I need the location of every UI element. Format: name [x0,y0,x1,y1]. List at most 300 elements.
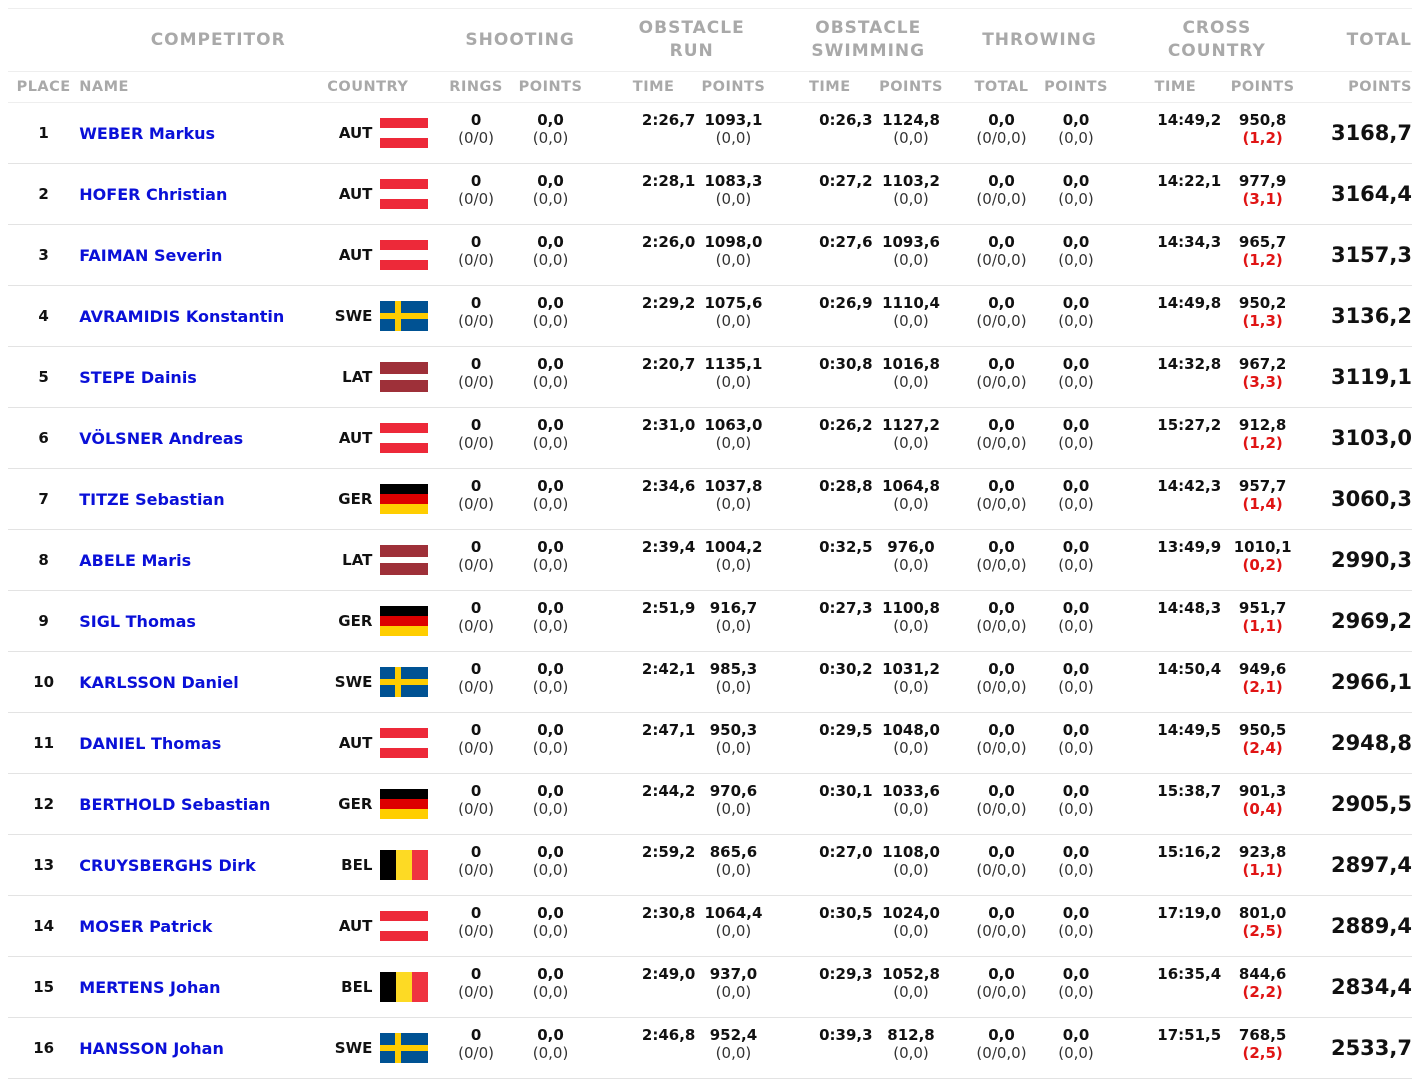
cc-points-value: 950,8 [1238,111,1287,129]
run-time-value: 2:31,0 [641,416,696,434]
country-code: AUT [338,246,373,264]
total-points-value: 3157,3 [1330,243,1412,267]
place-value: 15 [33,978,55,996]
swim-points-detail: (0,0) [893,800,929,818]
cc-penalty: (0,2) [1242,556,1283,574]
throw-points-value: 0,0 [1062,782,1090,800]
throw-points-value: 0,0 [1062,904,1090,922]
throw-points-detail: (0,0) [1058,678,1094,696]
run-points-cell [695,164,771,225]
cc-points-value: 923,8 [1238,843,1287,861]
cc-time-value: 15:16,2 [1157,843,1222,861]
run-points-cell [695,469,771,530]
cc-penalty: (2,1) [1242,678,1283,696]
name-cell [79,896,306,957]
shooting-points-value: 0,0 [537,721,564,739]
swim-points-cell [873,835,950,896]
throw-total-detail: (0/0,0) [976,739,1027,757]
throw-total-detail: (0/0,0) [976,983,1027,1001]
country-cell [306,408,429,469]
rings-detail: (0/0) [458,312,494,330]
shooting-points-detail: (0,0) [532,983,569,1001]
swim-time-value: 0:27,3 [819,599,873,617]
throw-points-cell [1038,469,1114,530]
country-code: AUT [338,917,373,935]
cc-time-cell [1130,408,1222,469]
swim-time-value: 0:26,9 [819,294,873,312]
swim-time-cell [787,835,872,896]
table-row [8,225,1412,286]
cc-time-cell [1130,713,1222,774]
run-time-cell [612,347,696,408]
run-time-value: 2:59,2 [641,843,696,861]
cc-penalty: (1,1) [1242,617,1283,635]
cc-points-cell [1221,896,1304,957]
throw-total-value: 0,0 [988,294,1015,312]
swim-time-value: 0:39,3 [819,1026,873,1044]
place-value: 13 [33,856,55,874]
shooting-points-cell [506,957,594,1018]
name-cell [79,713,306,774]
total-points-value: 3164,4 [1330,182,1412,206]
country-flag-icon [380,246,428,264]
place-cell [8,408,79,469]
throw-points-cell [1038,408,1114,469]
run-points-cell [695,408,771,469]
cc-points-value: 768,5 [1238,1026,1287,1044]
throw-points-detail: (0,0) [1058,129,1094,147]
place-value: 16 [33,1039,55,1057]
total-points-value: 3119,1 [1330,365,1412,389]
total-points-value: 2897,4 [1330,853,1412,877]
rings-value: 0 [470,660,482,678]
run-points-detail: (0,0) [715,190,752,208]
throw-points-cell [1038,713,1114,774]
header-competitor: COMPETITOR [8,8,428,71]
total-cell [1320,469,1412,530]
cc-time-value: 14:49,8 [1157,294,1222,312]
athlete-name-link[interactable]: HANSSON Johan [79,1038,224,1058]
name-cell [79,286,306,347]
throw-total-detail: (0/0,0) [976,312,1027,330]
col-country: COUNTRY [306,71,429,103]
country-cell [306,957,429,1018]
cc-time-value: 16:35,4 [1157,965,1222,983]
place-value: 7 [38,490,49,508]
run-points-cell [695,896,771,957]
swim-points-cell [873,347,950,408]
col-name: NAME [79,71,306,103]
cc-points-cell [1221,1018,1304,1079]
throw-total-cell [965,774,1038,835]
athlete-name-link[interactable]: AVRAMIDIS Konstantin [79,306,285,326]
cc-time-value: 15:38,7 [1157,782,1222,800]
shooting-points-cell [506,286,594,347]
throw-total-value: 0,0 [988,172,1015,190]
shooting-points-cell [506,225,594,286]
rings-value: 0 [470,782,482,800]
throw-total-value: 0,0 [988,416,1015,434]
table-row [8,957,1412,1018]
shooting-rings-cell [446,469,507,530]
shooting-points-detail: (0,0) [532,617,569,635]
throw-total-cell [965,103,1038,164]
swim-time-cell [787,1018,872,1079]
country-flag-icon [380,612,428,630]
run-points-detail: (0,0) [715,129,752,147]
total-cell [1320,835,1412,896]
run-points-cell [695,286,771,347]
run-points-detail: (0,0) [715,556,752,574]
swim-points-cell [873,774,950,835]
swim-points-cell [873,591,950,652]
shooting-rings-cell [446,652,507,713]
swim-points-value: 812,8 [887,1026,935,1044]
name-cell [79,591,306,652]
shooting-rings-cell [446,225,507,286]
throw-total-cell [965,591,1038,652]
run-points-cell [695,652,771,713]
athlete-name-link[interactable]: FAIMAN Severin [79,245,223,265]
run-time-value: 2:28,1 [641,172,696,190]
swim-time-value: 0:29,3 [819,965,873,983]
place-cell [8,774,79,835]
shooting-points-detail: (0,0) [532,922,569,940]
swim-time-cell [787,774,872,835]
swim-points-detail: (0,0) [893,556,929,574]
swim-points-value: 1048,0 [882,721,940,739]
shooting-points-cell [506,713,594,774]
swim-time-cell [787,103,872,164]
throw-points-cell [1038,225,1114,286]
shooting-rings-cell [446,774,507,835]
country-cell [306,713,429,774]
country-cell [306,896,429,957]
swim-points-detail: (0,0) [893,495,929,513]
cc-points-value: 965,7 [1238,233,1287,251]
shooting-rings-cell [446,713,507,774]
cc-time-value: 14:42,3 [1157,477,1222,495]
swim-time-value: 0:27,6 [819,233,873,251]
run-time-value: 2:47,1 [641,721,696,739]
throw-total-value: 0,0 [988,660,1015,678]
shooting-points-value: 0,0 [537,416,564,434]
run-time-value: 2:51,9 [641,599,696,617]
run-time-cell [612,164,696,225]
swim-points-cell [873,469,950,530]
swim-points-detail: (0,0) [893,861,929,879]
swim-points-detail: (0,0) [893,434,929,452]
swim-time-value: 0:27,2 [819,172,873,190]
throw-points-cell [1038,286,1114,347]
shooting-points-cell [506,164,594,225]
country-flag-icon [380,368,428,386]
country-code: GER [338,795,373,813]
athlete-name-link[interactable]: DANIEL Thomas [79,733,222,753]
country-code: AUT [338,124,373,142]
country-flag-icon [380,185,428,203]
col-run-time: TIME [612,71,696,103]
throw-points-cell [1038,103,1114,164]
run-time-value: 2:42,1 [641,660,696,678]
throw-points-value: 0,0 [1062,416,1090,434]
athlete-name-link[interactable]: TITZE Sebastian [79,489,225,509]
cc-penalty: (2,2) [1242,983,1283,1001]
run-time-cell [612,652,696,713]
swim-time-value: 0:26,2 [819,416,873,434]
throw-points-cell [1038,835,1114,896]
rings-detail: (0/0) [458,739,494,757]
swim-points-cell [873,530,950,591]
athlete-name-link[interactable]: KARLSSON Daniel [79,672,239,692]
throw-points-detail: (0,0) [1058,312,1094,330]
shooting-rings-cell [446,286,507,347]
run-points-detail: (0,0) [715,983,752,1001]
country-cell [306,1018,429,1079]
athlete-name-link[interactable]: HOFER Christian [79,184,228,204]
rings-value: 0 [470,538,482,556]
rings-value: 0 [470,355,482,373]
throw-total-detail: (0/0,0) [976,495,1027,513]
col-swim-time: TIME [787,71,872,103]
total-cell [1320,164,1412,225]
swim-time-cell [787,286,872,347]
rings-detail: (0/0) [458,434,494,452]
run-points-value: 865,6 [709,843,758,861]
col-throw-total: TOTAL [965,71,1038,103]
shooting-points-value: 0,0 [537,111,564,129]
athlete-name-link[interactable]: VÖLSNER Andreas [79,428,244,448]
col-place: PLACE [8,71,79,103]
run-time-value: 2:29,2 [641,294,696,312]
rings-value: 0 [470,1026,482,1044]
run-points-cell [695,591,771,652]
throw-total-cell [965,408,1038,469]
athlete-name-link[interactable]: BERTHOLD Sebastian [79,794,271,814]
total-points-value: 3060,3 [1330,487,1412,511]
throw-points-value: 0,0 [1062,477,1090,495]
throw-total-cell [965,835,1038,896]
shooting-points-detail: (0,0) [532,373,569,391]
throw-points-detail: (0,0) [1058,739,1094,757]
swim-points-value: 1100,8 [882,599,940,617]
place-value: 9 [38,612,49,630]
cc-points-cell [1221,103,1304,164]
throw-points-value: 0,0 [1062,172,1090,190]
cc-time-cell [1130,286,1222,347]
throw-total-value: 0,0 [988,355,1015,373]
throw-total-detail: (0/0,0) [976,556,1027,574]
total-cell [1320,957,1412,1018]
country-flag-icon [380,124,428,142]
swim-time-cell [787,347,872,408]
run-points-value: 952,4 [709,1026,758,1044]
table-row [8,835,1412,896]
country-code: SWE [334,1039,373,1057]
cc-penalty: (1,2) [1242,434,1283,452]
athlete-name-link[interactable]: CRUYSBERGHS Dirk [79,855,256,875]
throw-points-detail: (0,0) [1058,434,1094,452]
table-row [8,408,1412,469]
swim-points-cell [873,1018,950,1079]
cc-penalty: (3,1) [1242,190,1283,208]
cc-points-value: 957,7 [1238,477,1287,495]
swim-time-value: 0:30,8 [819,355,873,373]
run-points-value: 950,3 [709,721,758,739]
place-value: 5 [38,368,49,386]
throw-points-value: 0,0 [1062,843,1090,861]
throw-points-detail: (0,0) [1058,373,1094,391]
table-row [8,713,1412,774]
run-time-value: 2:30,8 [641,904,696,922]
cc-time-value: 13:49,9 [1157,538,1222,556]
athlete-name-link[interactable]: WEBER Markus [79,123,216,143]
throw-total-detail: (0/0,0) [976,800,1027,818]
cc-points-value: 951,7 [1238,599,1287,617]
athlete-name-link[interactable]: STEPE Dainis [79,367,197,387]
throw-total-detail: (0/0,0) [976,617,1027,635]
run-time-cell [612,1018,696,1079]
country-code: BEL [341,978,373,996]
run-time-cell [612,530,696,591]
col-rings: RINGS [446,71,507,103]
country-cell [306,103,429,164]
place-cell [8,835,79,896]
throw-points-detail: (0,0) [1058,983,1094,1001]
header-total: TOTAL [1320,8,1412,71]
throw-points-value: 0,0 [1062,599,1090,617]
place-cell [8,164,79,225]
country-flag-icon [380,795,428,813]
col-cc-points: POINTS [1221,71,1304,103]
country-code: GER [338,490,373,508]
cc-time-cell [1130,896,1222,957]
cc-points-cell [1221,713,1304,774]
shooting-rings-cell [446,957,507,1018]
run-points-value: 1083,3 [704,172,763,190]
cc-points-value: 844,6 [1238,965,1287,983]
athlete-name-link[interactable]: MERTENS Johan [79,977,221,997]
run-time-cell [612,957,696,1018]
table-row [8,164,1412,225]
cc-points-value: 949,6 [1238,660,1287,678]
shooting-points-cell [506,591,594,652]
name-cell [79,957,306,1018]
cc-penalty: (2,4) [1242,739,1283,757]
throw-points-cell [1038,957,1114,1018]
rings-value: 0 [470,111,482,129]
run-points-value: 916,7 [709,599,758,617]
run-time-value: 2:46,8 [641,1026,696,1044]
run-points-detail: (0,0) [715,434,752,452]
swim-points-cell [873,957,950,1018]
throw-total-value: 0,0 [988,599,1015,617]
swim-points-value: 1127,2 [882,416,940,434]
header-shooting: SHOOTING [446,8,595,71]
throw-total-cell [965,957,1038,1018]
swim-time-cell [787,896,872,957]
throw-points-cell [1038,774,1114,835]
cc-points-value: 950,5 [1238,721,1287,739]
total-cell [1320,591,1412,652]
throw-points-value: 0,0 [1062,233,1090,251]
cc-points-cell [1221,774,1304,835]
rings-detail: (0/0) [458,129,494,147]
name-cell [79,1018,306,1079]
run-points-value: 1063,0 [704,416,763,434]
shooting-points-value: 0,0 [537,538,564,556]
run-points-detail: (0,0) [715,922,752,940]
total-points-value: 3168,7 [1330,121,1412,145]
throw-total-value: 0,0 [988,111,1015,129]
swim-time-value: 0:29,5 [819,721,873,739]
shooting-points-detail: (0,0) [532,495,569,513]
run-points-value: 1093,1 [704,111,763,129]
rings-detail: (0/0) [458,1044,494,1062]
run-points-cell [695,225,771,286]
run-points-value: 985,3 [709,660,758,678]
swim-points-cell [873,896,950,957]
athlete-name-link[interactable]: SIGL Thomas [79,611,196,631]
shooting-points-value: 0,0 [537,233,564,251]
run-points-value: 970,6 [709,782,758,800]
header-throwing: THROWING [965,8,1114,71]
run-time-value: 2:49,0 [641,965,696,983]
total-points-value: 2969,2 [1330,609,1412,633]
throw-total-value: 0,0 [988,782,1015,800]
run-points-cell [695,347,771,408]
throw-points-value: 0,0 [1062,721,1090,739]
rings-value: 0 [470,904,482,922]
throw-points-value: 0,0 [1062,965,1090,983]
header-obstacle-swimming-label: OBSTACLE SWIMMING [811,18,926,61]
swim-points-cell [873,408,950,469]
shooting-points-value: 0,0 [537,660,564,678]
table-row [8,1018,1412,1079]
athlete-name-link[interactable]: ABELE Maris [79,550,192,570]
throw-total-cell [965,164,1038,225]
country-cell [306,774,429,835]
place-value: 4 [38,307,49,325]
throw-total-cell [965,225,1038,286]
shooting-rings-cell [446,591,507,652]
col-swim-points: POINTS [873,71,950,103]
swim-points-value: 1033,6 [882,782,940,800]
cc-points-cell [1221,164,1304,225]
shooting-points-cell [506,103,594,164]
throw-points-value: 0,0 [1062,660,1090,678]
table-row [8,774,1412,835]
athlete-name-link[interactable]: MOSER Patrick [79,916,213,936]
place-cell [8,530,79,591]
swim-points-value: 1093,6 [882,233,940,251]
table-row [8,469,1412,530]
rings-value: 0 [470,965,482,983]
throw-total-value: 0,0 [988,233,1015,251]
place-cell [8,286,79,347]
shooting-points-detail: (0,0) [532,434,569,452]
cc-points-value: 901,3 [1238,782,1287,800]
rings-detail: (0/0) [458,922,494,940]
country-cell [306,286,429,347]
throw-total-detail: (0/0,0) [976,373,1027,391]
run-points-cell [695,530,771,591]
sub-header-row [8,71,1412,103]
table-row [8,286,1412,347]
cc-points-value: 967,2 [1238,355,1287,373]
cc-time-value: 14:50,4 [1157,660,1222,678]
cc-time-cell [1130,1018,1222,1079]
